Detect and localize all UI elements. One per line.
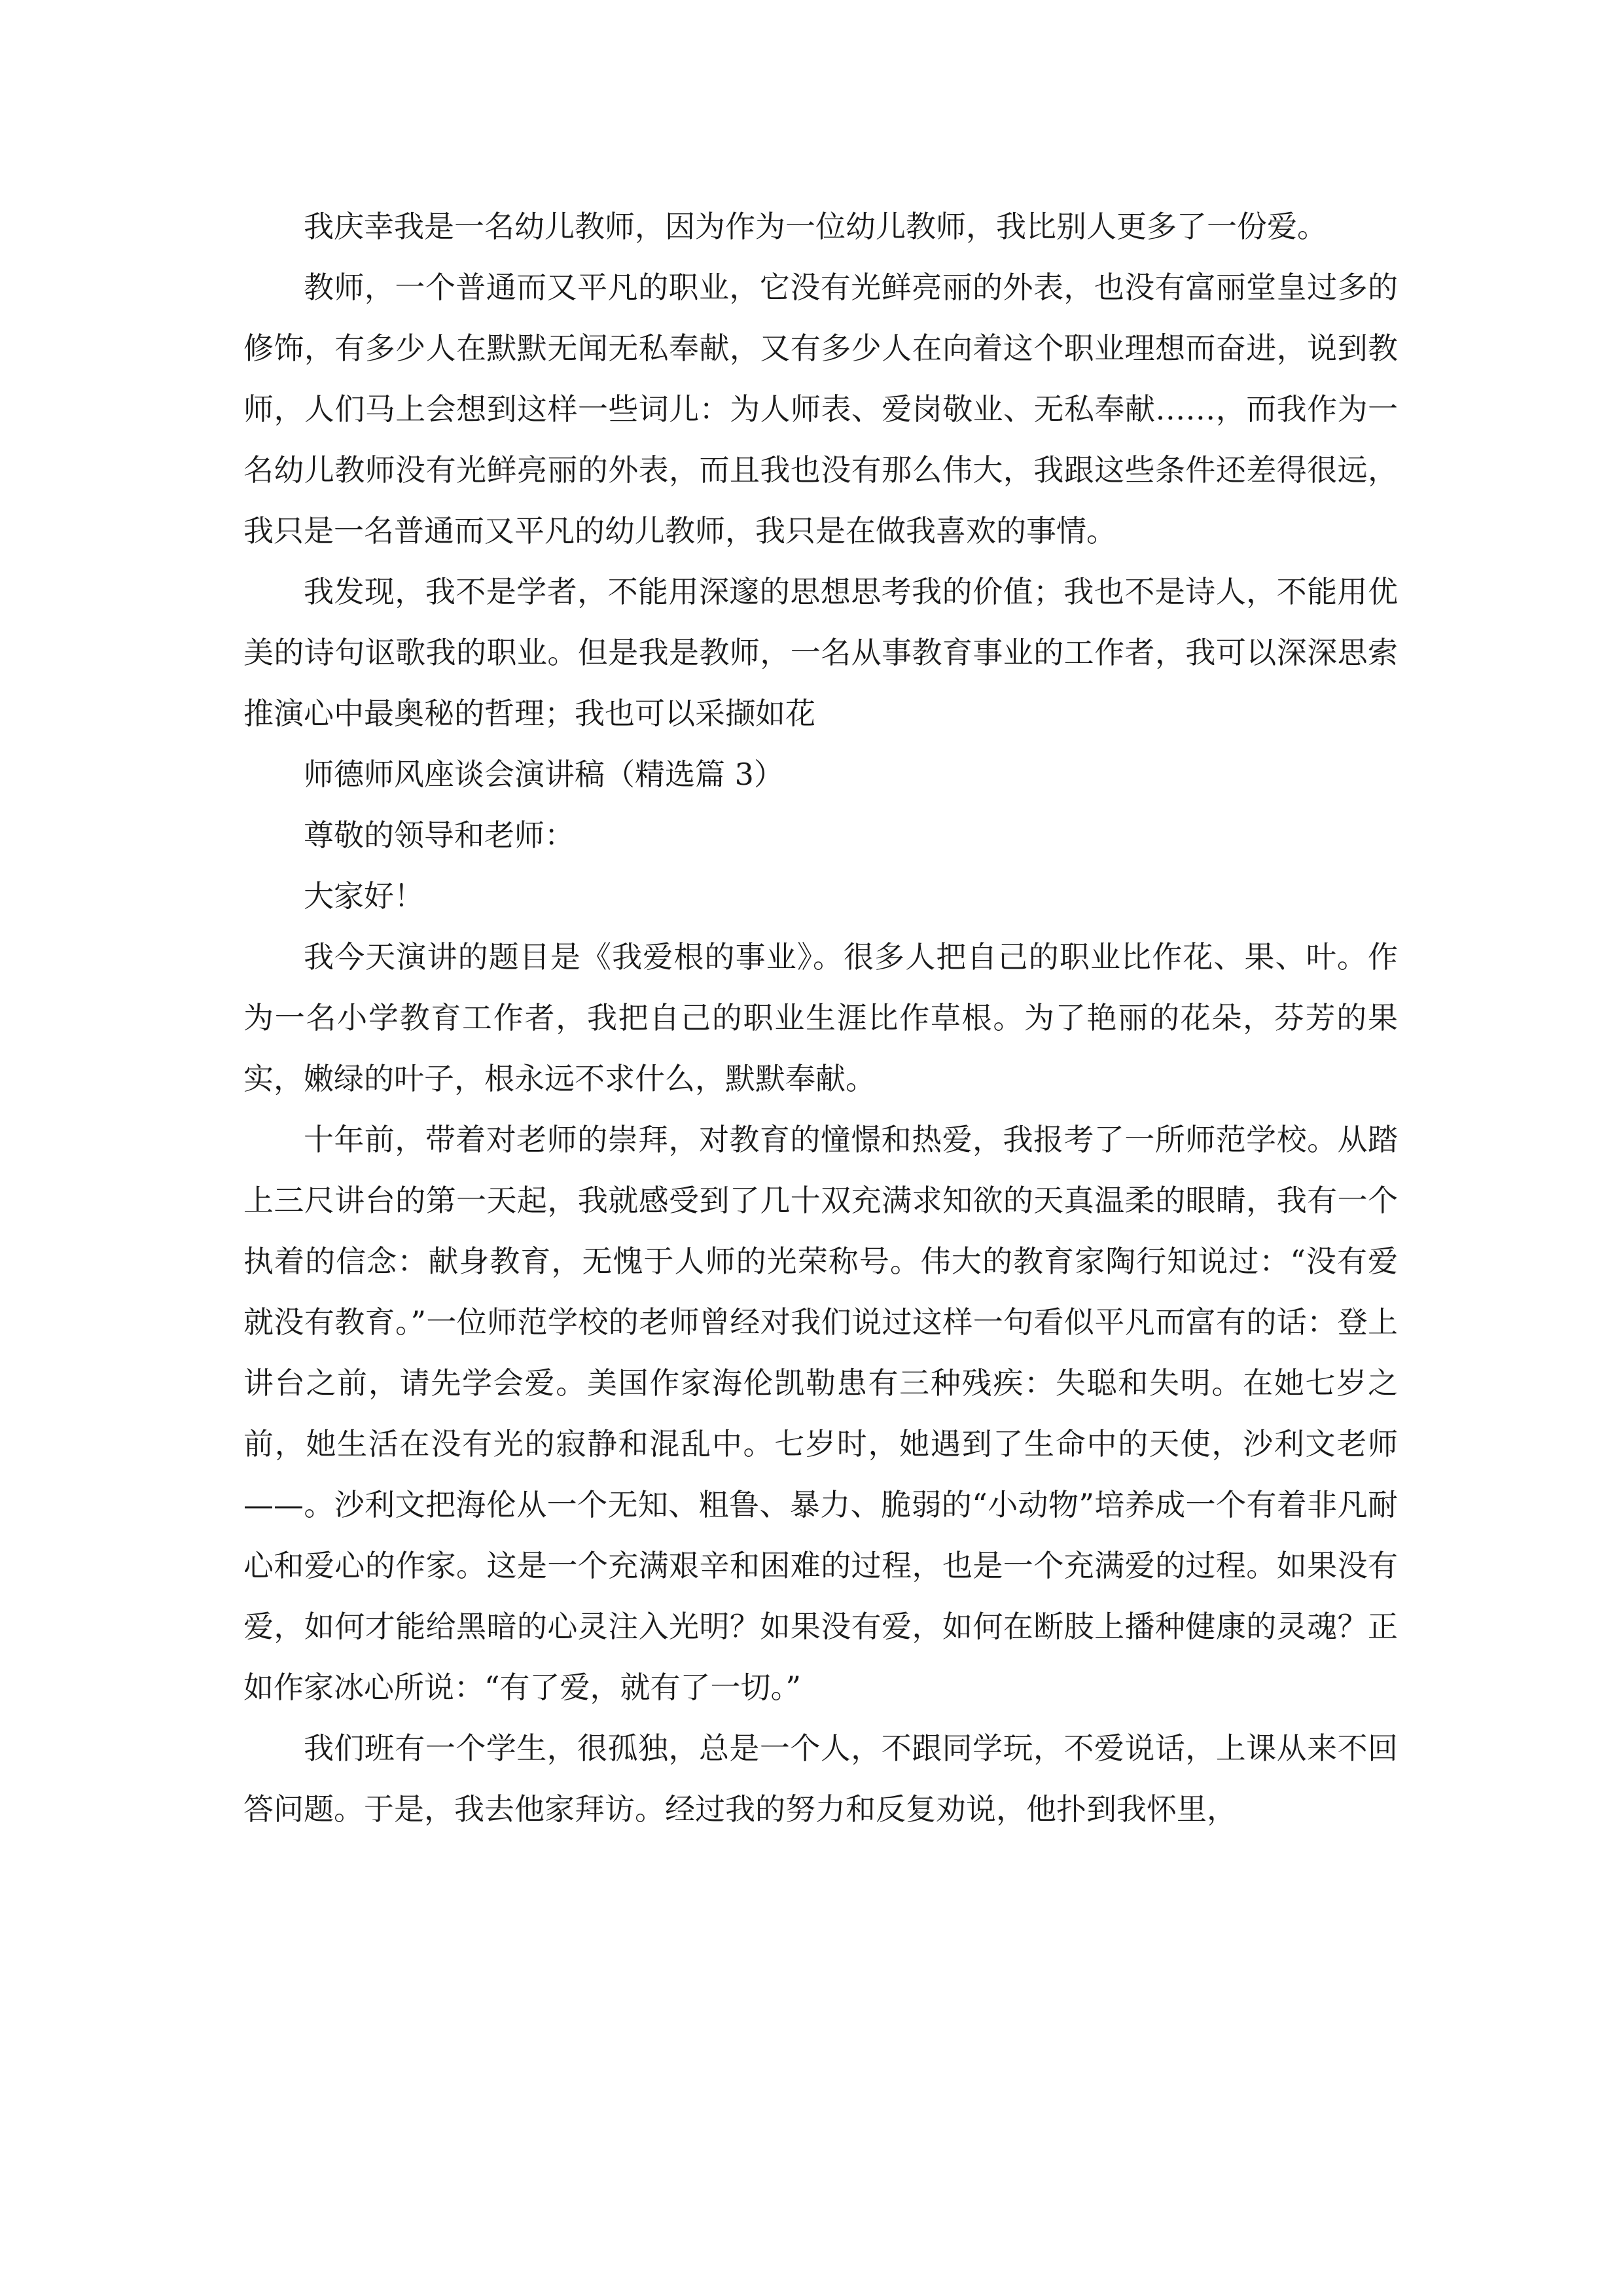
paragraph-1: 我庆幸我是一名幼儿教师，因为作为一位幼儿教师，我比别人更多了一份爱。 bbox=[304, 209, 1327, 244]
paragraph-9: 我们班有一个学生，很孤独，总是一个人，不跟同学玩，不爱说话，上课从来不回答问题。于是，我去他家拜访。经过我的努力和反复劝说，他扑到我怀里， bbox=[243, 1731, 1398, 1827]
paragraph-7: 我今天演讲的题目是《我爱根的事业》。很多人把自己的职业比作花、果、叶。作为一名小学教育工作者，我把自己的职业生涯比作草根。为了艳丽的花朵，芬芳的果实，嫩绿的叶子，根永远不求什么，默默奉献。 bbox=[243, 939, 1398, 1096]
paragraph-2: 教师，一个普通而又平凡的职业，它没有光鲜亮丽的外表，也没有富丽堂皇过多的修饰，有多少人在默默无闻无私奉献，又有多少人在向着这个职业理想而奋进，说到教师，人们马上会想到这样一些词儿：为人师表、爱岗敬业、无私奉献……，而我作为一名幼儿教师没有光鲜亮丽的外表，而且我也没有那么伟大，我跟这些条件还差得很远，我只是一名普通而又平凡的幼儿教师，我只是在做我喜欢的事情。 bbox=[243, 270, 1398, 548]
section-heading: 师德师风座谈会演讲稿（精选篇 3） bbox=[304, 757, 784, 792]
paragraph-3: 我发现，我不是学者，不能用深邃的思想思考我的价值；我也不是诗人，不能用优美的诗句讴歌我的职业。但是我是教师，一名从事教育事业的工作者，我可以深深思索推演心中最奥秘的哲理；我也可以采撷如花 bbox=[243, 574, 1398, 731]
document-body bbox=[243, 196, 1398, 1840]
salutation: 尊敬的领导和老师： bbox=[304, 817, 575, 853]
greeting: 大家好！ bbox=[304, 878, 424, 914]
paragraph-8: 十年前，带着对老师的崇拜，对教育的憧憬和热爱，我报考了一所师范学校。从踏上三尺讲台的第一天起，我就感受到了几十双充满求知欲的天真温柔的眼睛，我有一个执着的信念：献身教育，无愧于人师的光荣称号。伟大的教育家陶行知说过：“没有爱就没有教育。”一位师范学校的老师曾经对我们说过这样一句看似平凡而富有的话：登上讲台之前，请先学会爱。美国作家海伦凯勒患有三种残疾：失聪和失明。在她七岁之前，她生活在没有光的寂静和混乱中。七岁时，她遇到了生命中的天使，沙利文老师——。沙利文把海伦从一个无知、粗鲁、暴力、脆弱的“小动物”培养成一个有着非凡耐心和爱心的作家。这是一个充满艰辛和困难的过程，也是一个充满爱的过程。如果没有爱，如何才能给黑暗的心灵注入光明？如果没有爱，如何在断肢上播种健康的灵魂？正如作家冰心所说：“有了爱，就有了一切。” bbox=[243, 1122, 1398, 1705]
